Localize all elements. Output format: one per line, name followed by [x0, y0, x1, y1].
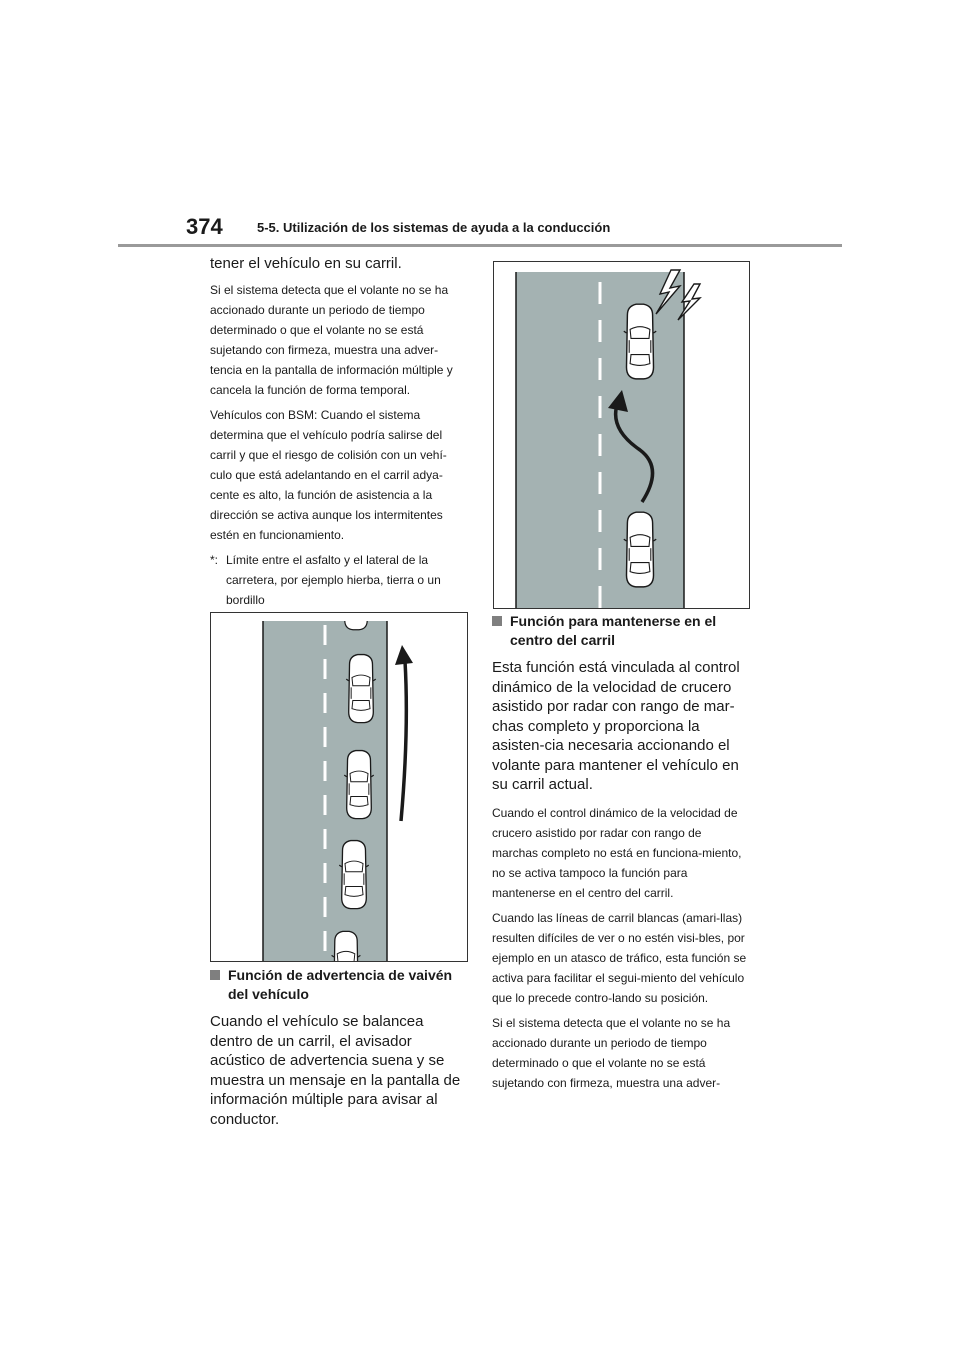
paragraph: Si el sistema detecta que el volante no se ha accionado durante un periodo de tiempo determinado o que el volante no se está sujetando con firmeza, muestra una adver-	[492, 1015, 731, 1090]
car-icon	[332, 931, 361, 961]
body-text: Cuando el vehículo se balancea dentro de un carril, el avisador acústico de advertencia suena y se muestra un mensaje en la pantalla de información múltiple para avisar al conductor.	[210, 1013, 461, 1128]
car-icon	[339, 841, 369, 909]
section-title: 5-5. Utilización de los sistemas de ayuda a la conducción	[257, 220, 611, 235]
paragraph: Si el sistema detecta que el volante no se ha accionado durante un periodo de tiempo determinado o que el volante no se está sujetando con firmeza, muestra una adver-tencia en la pantalla de información múltiple y cancela la función de forma temporal.	[210, 282, 453, 397]
car-icon	[346, 655, 376, 723]
header-rule	[118, 244, 842, 247]
page-number: 374	[186, 214, 223, 239]
car-icon	[344, 751, 374, 819]
paragraph: Cuando las líneas de carril blancas (amari-llas) resulten difíciles de ver o no estén visi-bles, por ejemplo en un atasco de tráfico, esta función se activa para facilitar el segui-miento del vehículo que lo precede contro-lando su posición.	[492, 910, 747, 1005]
car-icon	[624, 512, 656, 587]
lead-text: tener el vehículo en su carril.	[210, 255, 402, 272]
body-text: Esta función está vinculada al control dinámico de la velocidad de crucero asistido por radar con rango de mar-chas completo y proporciona la asisten-cia necesaria accionando el volante para mantener el vehículo en su carril actual.	[492, 659, 740, 793]
paragraph: Vehículos con BSM: Cuando el sistema determina que el vehículo podría salirse del carril y que el riesgo de colisión con un vehí-culo que está adelantando en el carril adya-cente es alto, la función de asistencia a la dirección se activa aunque los intermitentes estén en funcionamiento.	[210, 407, 447, 542]
figure-lane-assist	[210, 612, 468, 962]
arrow-head-icon	[395, 645, 413, 665]
figure-sway-warning	[493, 261, 750, 609]
trajectory-arrow	[401, 661, 406, 821]
footnote-text: Límite entre el asfalto y el lateral de la carretera, por ejemplo hierba, tierra o un bordillo	[226, 552, 441, 607]
lane-assist-illustration	[211, 613, 467, 961]
footnote-mark: *:	[210, 552, 219, 567]
section-heading	[210, 966, 468, 1004]
heading-text: Función de advertencia de vaivén del vehículo	[228, 967, 453, 1002]
bullet-square-icon	[210, 970, 220, 980]
section-heading	[492, 612, 750, 650]
sway-warning-illustration	[494, 262, 749, 608]
right-column	[492, 612, 750, 1098]
bullet-square-icon	[492, 616, 502, 626]
paragraph: Cuando el control dinámico de la velocidad de crucero asistido por radar con rango de marchas completo no está en funciona-miento, no se activa tampoco la función para mantenerse en el centro del carril.	[492, 805, 742, 900]
car-icon	[624, 304, 656, 379]
car-icon	[343, 613, 370, 630]
left-column	[210, 254, 468, 610]
left-column-bottom	[210, 966, 468, 1137]
footnote	[210, 550, 468, 610]
heading-text: Función para mantenerse en el centro del carril	[510, 613, 717, 648]
